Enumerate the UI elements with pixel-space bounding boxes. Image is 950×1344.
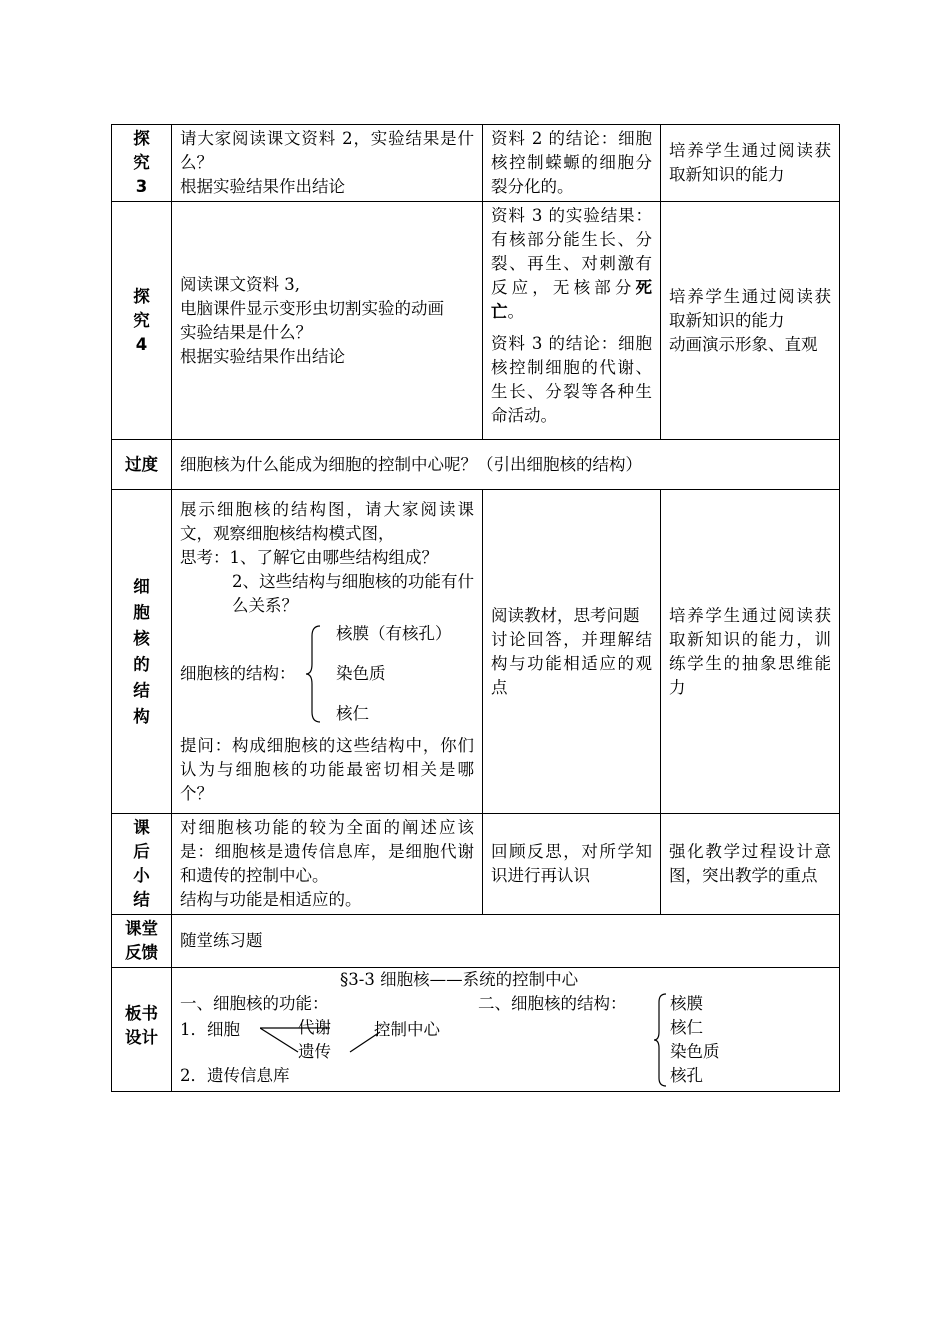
row-label: 细 胞 核 的 结 构 <box>112 490 172 814</box>
function-heading: 一、细胞核的功能： <box>180 994 329 1013</box>
intent-cell: 强化教学过程设计意图，突出教学的重点 <box>661 814 840 915</box>
emphasis-death: 死亡 <box>491 278 652 321</box>
function-item-2: 2．遗传信息库 <box>180 1066 290 1085</box>
student-cell: 资料 2 的结论：细胞核控制蝾螈的细胞分裂分化的。 <box>483 125 661 202</box>
heredity-text: 遗传 <box>298 1042 331 1061</box>
structure-item: 染色质 <box>670 1042 720 1061</box>
student-cell: 阅读教材，思考问题 讨论回答，并理解结构与功能相适应的观点 <box>483 490 661 814</box>
structure-heading: 二、细胞核的结构： <box>478 994 627 1013</box>
activity-cell <box>172 125 483 202</box>
lesson-plan-table <box>111 124 840 1092</box>
row-explore-4 <box>112 202 840 440</box>
structure-item: 核孔 <box>670 1066 703 1085</box>
activity-cell: 展示细胞核的结构图，请大家阅读课文，观察细胞核结构模式图， 思考：1、了解它由哪些结构组成？ 2、这些结构与细胞核的功能有什么关系？ 细胞核的结构： 核膜（有核孔） 染色质 核仁 提问：构成细胞核的这些结构中，你们认为与细胞核的功能最密切相关是哪个？ <box>172 490 483 814</box>
activity-cell: 对细胞核功能的较为全面的阐述应该是：细胞核是遗传信息库，是细胞代谢和遗传的控制中心。 结构与功能是相适应的。 <box>172 814 483 915</box>
control-center-text: 控制中心 <box>374 1020 440 1039</box>
student-cell: 回顾反思，对所学知识进行再认识 <box>483 814 661 915</box>
row-explore-3 <box>112 125 840 202</box>
activity-line: 请大家阅读课文资料 2，实验结果是什么？ <box>180 129 474 172</box>
row-board-design <box>112 968 840 1092</box>
intent-cell: 培养学生通过阅读获取新知识的能力，训练学生的抽象思维能力 <box>661 490 840 814</box>
row-transition <box>112 440 840 490</box>
row-summary <box>112 814 840 915</box>
row-label: 过度 <box>112 440 172 490</box>
row-label: 探 究 3 <box>112 125 172 202</box>
transition-cell: 细胞核为什么能成为细胞的控制中心呢？（引出细胞核的结构） <box>172 440 840 490</box>
board-design <box>180 968 831 1088</box>
activity-line: 根据实验结果作出结论 <box>180 177 345 196</box>
student-cell: 资料 3 的实验结果：有核部分能生长、分裂、再生、对刺激有反应，无核部分死亡。 资料 3 的结论：细胞核控制细胞的代谢、生长、分裂等各种生命活动。 <box>483 202 661 440</box>
intent-cell: 培养学生通过阅读获取新知识的能力 动画演示形象、直观 <box>661 202 840 440</box>
metabolism-text: 代谢 <box>298 1018 331 1037</box>
row-feedback <box>112 915 840 968</box>
activity-cell: 阅读课文资料 3, 电脑课件显示变形虫切割实验的动画 实验结果是什么？ 根据实验结果作出结论 <box>172 202 483 440</box>
row-label: 探 究 4 <box>112 202 172 440</box>
curly-brace-icon <box>306 624 324 724</box>
intent-cell: 培养学生通过阅读获取新知识的能力 <box>661 125 840 202</box>
row-nucleus-structure <box>112 490 840 814</box>
structure-item: 染色质 <box>336 663 386 683</box>
structure-item: 核仁 <box>670 1018 703 1037</box>
row-label: 板书 设计 <box>112 968 172 1092</box>
curly-brace-icon <box>654 992 668 1088</box>
feedback-cell: 随堂练习题 <box>172 915 840 968</box>
structure-item: 核膜 <box>670 994 703 1013</box>
structure-item: 核仁 <box>336 703 369 723</box>
function-item-1: 1．细胞 <box>180 1020 240 1039</box>
nucleus-structure-diagram: 细胞核的结构： 核膜（有核孔） 染色质 核仁 <box>180 622 474 730</box>
row-label: 课堂 反馈 <box>112 915 172 968</box>
board-title: §3-3 细胞核——系统的控制中心 <box>340 970 579 989</box>
row-label: 课 后 小 结 <box>112 814 172 915</box>
structure-item: 核膜（有核孔） <box>336 623 452 643</box>
board-cell <box>172 968 840 1092</box>
